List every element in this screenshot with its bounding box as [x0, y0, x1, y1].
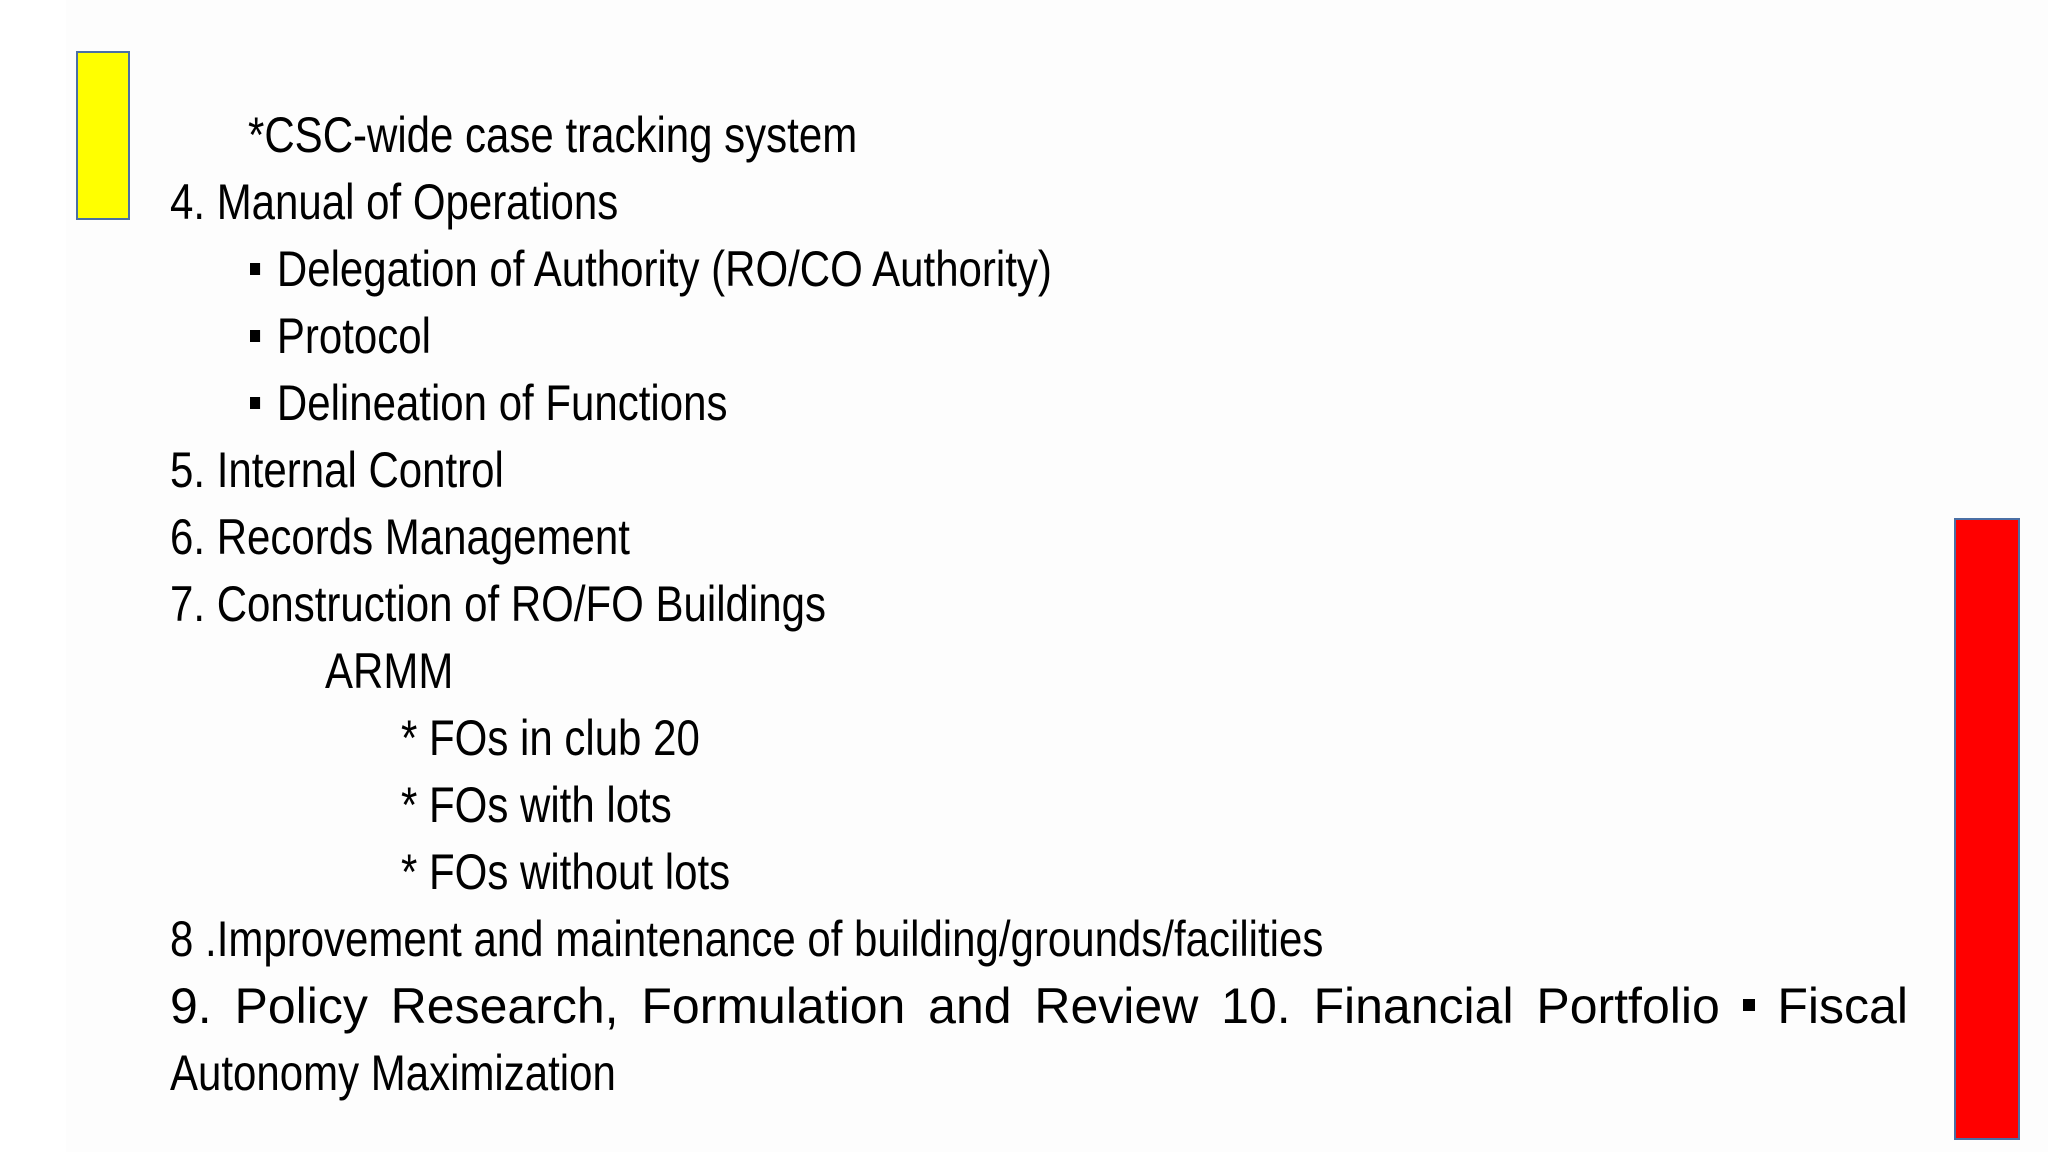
policy-line-2: Autonomy Maximization [170, 1045, 616, 1101]
fos-with-line: * FOs with lots [401, 777, 672, 833]
records-line: 6. Records Management [170, 509, 630, 565]
red-accent-bar [1954, 518, 2020, 1140]
policy-word: Portfolio [1536, 978, 1720, 1034]
case-tracking-line: *CSC-wide case tracking system [248, 107, 858, 163]
internal-control-line: 5. Internal Control [170, 442, 504, 498]
policy-word: Review [1034, 978, 1199, 1034]
policy-word: and [928, 978, 1012, 1034]
improvement-line: 8 .Improvement and maintenance of building/grounds/facilities [170, 911, 1324, 967]
policy-word: Research, [390, 978, 619, 1034]
policy-word: Financial [1313, 978, 1514, 1034]
armm-line: ARMM [325, 643, 454, 699]
yellow-accent-bar [76, 51, 130, 220]
square-bullet-icon [250, 397, 260, 409]
policy-word: Formulation [641, 978, 906, 1034]
protocol-line [250, 303, 431, 370]
delegation-line [250, 236, 1052, 303]
delineation-line [250, 370, 727, 437]
policy-word: 10. [1221, 978, 1291, 1034]
policy-word: Fiscal [1777, 978, 1908, 1034]
protocol-text: Protocol [276, 308, 431, 364]
delegation-text: Delegation of Authority (RO/CO Authority) [276, 241, 1052, 297]
policy-word: 9. [170, 978, 212, 1034]
fos-without-line: * FOs without lots [401, 844, 731, 900]
construction-line: 7. Construction of RO/FO Buildings [170, 576, 826, 632]
square-bullet-icon [250, 330, 260, 342]
policy-word: Policy [234, 978, 368, 1034]
square-bullet-icon [250, 263, 260, 275]
policy-line-1 [170, 973, 1908, 1040]
square-bullet-icon [1743, 999, 1755, 1011]
delineation-text: Delineation of Functions [276, 375, 728, 431]
fos-club-line: * FOs in club 20 [401, 710, 700, 766]
policy-paragraph [170, 973, 1908, 1101]
manual-ops-line: 4. Manual of Operations [170, 174, 619, 230]
